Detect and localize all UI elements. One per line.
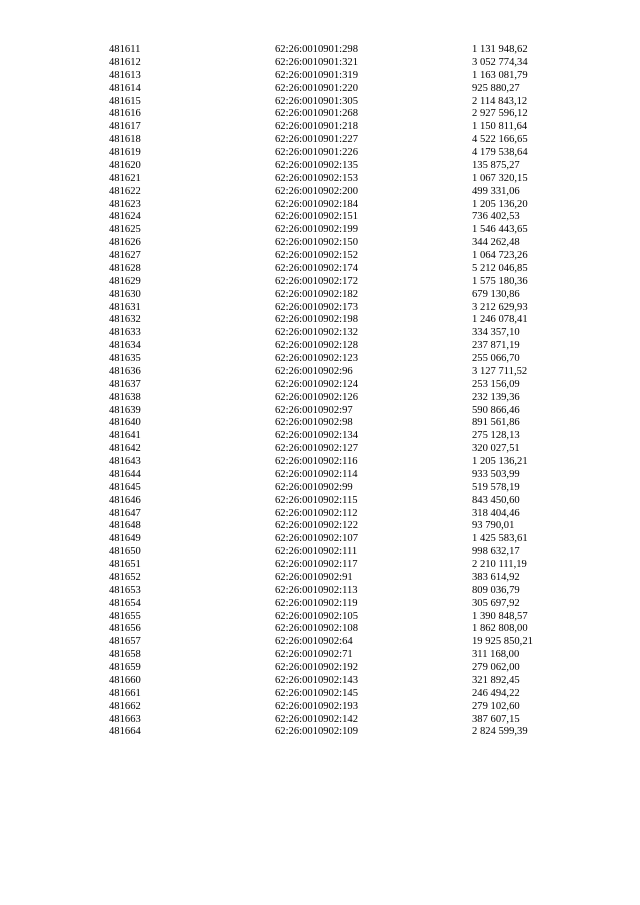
- row-number: 481636: [109, 365, 141, 377]
- row-number: 481618: [109, 134, 141, 146]
- cadastral-number: 62:26:0010902:114: [275, 468, 358, 480]
- cadastral-number: 62:26:0010902:193: [275, 700, 358, 712]
- table-row: [0, 726, 640, 739]
- table-row: [0, 237, 640, 250]
- cadastral-value: 590 866,46: [472, 404, 520, 416]
- cadastral-number: 62:26:0010902:152: [275, 250, 358, 261]
- table-row: [0, 211, 640, 224]
- cadastral-value: 318 404,46: [472, 507, 520, 519]
- cadastral-value: 279 062,00: [472, 662, 520, 673]
- cadastral-number: 62:26:0010901:321: [275, 56, 358, 68]
- cadastral-value: 1 131 948,62: [472, 44, 528, 55]
- row-number: 481639: [109, 404, 141, 416]
- row-number: 481645: [109, 481, 141, 493]
- cadastral-number: 62:26:0010902:97: [275, 404, 353, 416]
- cadastral-number: 62:26:0010902:153: [275, 172, 358, 184]
- table-row: [0, 263, 640, 276]
- cadastral-value: 344 262,48: [472, 237, 520, 249]
- row-number: 481634: [109, 340, 141, 352]
- row-number: 481627: [109, 250, 141, 261]
- cadastral-number: 62:26:0010902:151: [275, 211, 358, 223]
- table-row: [0, 186, 640, 199]
- cadastral-value: 2 927 596,12: [472, 108, 528, 120]
- row-number: 481659: [109, 662, 141, 673]
- cadastral-value: 1 390 848,57: [472, 610, 528, 622]
- table-row: [0, 559, 640, 572]
- cadastral-number: 62:26:0010901:305: [275, 95, 358, 107]
- row-number: 481611: [109, 44, 141, 55]
- cadastral-number: 62:26:0010902:134: [275, 430, 358, 442]
- table-row: [0, 546, 640, 559]
- table-row: [0, 147, 640, 160]
- table-row: [0, 366, 640, 379]
- cadastral-number: 62:26:0010902:98: [275, 417, 353, 429]
- cadastral-value: 383 614,92: [472, 571, 520, 583]
- table-row: [0, 508, 640, 521]
- cadastral-value: 321 892,45: [472, 674, 520, 686]
- table-row: [0, 302, 640, 315]
- table-row: [0, 688, 640, 701]
- cadastral-value-table: [0, 44, 640, 739]
- row-number: 481651: [109, 559, 141, 570]
- row-number: 481616: [109, 108, 141, 120]
- table-row: [0, 199, 640, 212]
- cadastral-number: 62:26:0010902:71: [275, 649, 353, 661]
- row-number: 481661: [109, 687, 141, 699]
- cadastral-value: 237 871,19: [472, 340, 520, 352]
- cadastral-value: 1 205 136,21: [472, 456, 528, 467]
- cadastral-number: 62:26:0010902:113: [275, 584, 358, 596]
- row-number: 481657: [109, 636, 141, 648]
- row-number: 481640: [109, 417, 141, 429]
- table-row: [0, 675, 640, 688]
- table-row: [0, 224, 640, 237]
- table-row: [0, 83, 640, 96]
- cadastral-number: 62:26:0010902:200: [275, 185, 358, 197]
- cadastral-value: 3 127 711,52: [472, 365, 528, 377]
- row-number: 481612: [109, 56, 141, 68]
- cadastral-number: 62:26:0010902:99: [275, 481, 353, 493]
- table-row: [0, 392, 640, 405]
- table-row: [0, 44, 640, 57]
- cadastral-value: 3 212 629,93: [472, 301, 528, 313]
- cadastral-number: 62:26:0010901:227: [275, 134, 358, 146]
- cadastral-value: 320 027,51: [472, 443, 520, 455]
- row-number: 481648: [109, 520, 141, 532]
- table-row: [0, 598, 640, 611]
- row-number: 481653: [109, 584, 141, 596]
- table-row: [0, 469, 640, 482]
- row-number: 481655: [109, 610, 141, 622]
- table-row: [0, 289, 640, 302]
- row-number: 481660: [109, 674, 141, 686]
- table-row: [0, 430, 640, 443]
- cadastral-number: 62:26:0010902:115: [275, 494, 358, 506]
- table-row: [0, 327, 640, 340]
- row-number: 481644: [109, 468, 141, 480]
- cadastral-number: 62:26:0010901:268: [275, 108, 358, 120]
- cadastral-value: 255 066,70: [472, 353, 520, 364]
- table-row: [0, 417, 640, 430]
- table-row: [0, 495, 640, 508]
- cadastral-value: 1 150 811,64: [472, 121, 528, 133]
- table-row: [0, 160, 640, 173]
- cadastral-number: 62:26:0010901:298: [275, 44, 358, 55]
- cadastral-value: 93 790,01: [472, 520, 515, 532]
- table-row: [0, 662, 640, 675]
- cadastral-value: 891 561,86: [472, 417, 520, 429]
- row-number: 481629: [109, 275, 141, 287]
- row-number: 481628: [109, 262, 141, 274]
- cadastral-value: 2 210 111,19: [472, 559, 527, 570]
- table-row: [0, 57, 640, 70]
- table-row: [0, 611, 640, 624]
- row-number: 481631: [109, 301, 141, 313]
- cadastral-number: 62:26:0010902:132: [275, 327, 358, 339]
- table-row: [0, 623, 640, 636]
- row-number: 481619: [109, 147, 141, 158]
- cadastral-number: 62:26:0010902:184: [275, 198, 358, 210]
- cadastral-value: 1 163 081,79: [472, 69, 528, 81]
- cadastral-value: 334 357,10: [472, 327, 520, 339]
- row-number: 481652: [109, 571, 141, 583]
- cadastral-number: 62:26:0010902:199: [275, 224, 358, 236]
- cadastral-value: 5 212 046,85: [472, 262, 528, 274]
- row-number: 481658: [109, 649, 141, 661]
- table-row: [0, 520, 640, 533]
- cadastral-value: 232 139,36: [472, 391, 520, 403]
- cadastral-number: 62:26:0010902:122: [275, 520, 358, 532]
- cadastral-number: 62:26:0010902:119: [275, 597, 358, 609]
- table-row: [0, 379, 640, 392]
- cadastral-number: 62:26:0010902:135: [275, 159, 358, 171]
- table-row: [0, 456, 640, 469]
- table-row: [0, 585, 640, 598]
- cadastral-number: 62:26:0010901:220: [275, 82, 358, 94]
- cadastral-value: 1 862 808,00: [472, 623, 528, 635]
- row-number: 481642: [109, 443, 141, 455]
- cadastral-value: 4 179 538,64: [472, 147, 528, 158]
- table-row: [0, 533, 640, 546]
- cadastral-number: 62:26:0010901:226: [275, 147, 358, 158]
- cadastral-value: 1 546 443,65: [472, 224, 528, 236]
- row-number: 481614: [109, 82, 141, 94]
- cadastral-number: 62:26:0010902:198: [275, 314, 358, 326]
- row-number: 481622: [109, 185, 141, 197]
- row-number: 481630: [109, 288, 141, 300]
- cadastral-value: 4 522 166,65: [472, 134, 528, 146]
- cadastral-value: 3 052 774,34: [472, 56, 528, 68]
- table-row: [0, 314, 640, 327]
- cadastral-number: 62:26:0010902:128: [275, 340, 358, 352]
- cadastral-number: 62:26:0010902:123: [275, 353, 358, 364]
- row-number: 481633: [109, 327, 141, 339]
- cadastral-value: 1 064 723,26: [472, 250, 528, 261]
- cadastral-value: 275 128,13: [472, 430, 520, 442]
- cadastral-number: 62:26:0010902:116: [275, 456, 358, 467]
- table-row: [0, 276, 640, 289]
- row-number: 481647: [109, 507, 141, 519]
- cadastral-value: 1 425 583,61: [472, 533, 528, 545]
- cadastral-number: 62:26:0010902:107: [275, 533, 358, 545]
- cadastral-value: 998 632,17: [472, 546, 520, 558]
- row-number: 481663: [109, 713, 141, 725]
- cadastral-number: 62:26:0010902:64: [275, 636, 353, 648]
- cadastral-value: 519 578,19: [472, 481, 520, 493]
- row-number: 481626: [109, 237, 141, 249]
- cadastral-number: 62:26:0010902:117: [275, 559, 358, 570]
- row-number: 481654: [109, 597, 141, 609]
- cadastral-number: 62:26:0010902:124: [275, 378, 358, 390]
- row-number: 481643: [109, 456, 141, 467]
- table-row: [0, 250, 640, 263]
- cadastral-value: 135 875,27: [472, 159, 520, 171]
- cadastral-value: 499 331,06: [472, 185, 520, 197]
- table-row: [0, 121, 640, 134]
- cadastral-number: 62:26:0010902:91: [275, 571, 353, 583]
- row-number: 481656: [109, 623, 141, 635]
- cadastral-value: 305 697,92: [472, 597, 520, 609]
- cadastral-value: 246 494,22: [472, 687, 520, 699]
- table-row: [0, 70, 640, 83]
- cadastral-number: 62:26:0010902:108: [275, 623, 358, 635]
- cadastral-number: 62:26:0010902:145: [275, 687, 358, 699]
- cadastral-value: 1 205 136,20: [472, 198, 528, 210]
- cadastral-value: 2 824 599,39: [472, 726, 528, 738]
- cadastral-value: 311 168,00: [472, 649, 520, 661]
- cadastral-number: 62:26:0010902:174: [275, 262, 358, 274]
- row-number: 481623: [109, 198, 141, 210]
- row-number: 481624: [109, 211, 141, 223]
- table-row: [0, 405, 640, 418]
- row-number: 481615: [109, 95, 141, 107]
- row-number: 481613: [109, 69, 141, 81]
- table-row: [0, 482, 640, 495]
- row-number: 481625: [109, 224, 141, 236]
- cadastral-value: 1 575 180,36: [472, 275, 528, 287]
- cadastral-value: 387 607,15: [472, 713, 520, 725]
- cadastral-value: 1 067 320,15: [472, 172, 528, 184]
- table-row: [0, 636, 640, 649]
- row-number: 481617: [109, 121, 141, 133]
- row-number: 481664: [109, 726, 141, 738]
- cadastral-value: 279 102,60: [472, 700, 520, 712]
- row-number: 481641: [109, 430, 141, 442]
- row-number: 481620: [109, 159, 141, 171]
- row-number: 481662: [109, 700, 141, 712]
- row-number: 481621: [109, 172, 141, 184]
- cadastral-value: 933 503,99: [472, 468, 520, 480]
- cadastral-number: 62:26:0010902:111: [275, 546, 358, 558]
- cadastral-number: 62:26:0010902:173: [275, 301, 358, 313]
- table-row: [0, 443, 640, 456]
- row-number: 481632: [109, 314, 141, 326]
- cadastral-number: 62:26:0010902:109: [275, 726, 358, 738]
- cadastral-value: 2 114 843,12: [472, 95, 528, 107]
- cadastral-value: 679 130,86: [472, 288, 520, 300]
- cadastral-number: 62:26:0010902:105: [275, 610, 358, 622]
- table-row: [0, 134, 640, 147]
- table-row: [0, 108, 640, 121]
- cadastral-number: 62:26:0010902:172: [275, 275, 358, 287]
- cadastral-value: 1 246 078,41: [472, 314, 528, 326]
- row-number: 481635: [109, 353, 141, 364]
- row-number: 481649: [109, 533, 141, 545]
- cadastral-value: 843 450,60: [472, 494, 520, 506]
- cadastral-number: 62:26:0010902:96: [275, 365, 353, 377]
- cadastral-number: 62:26:0010902:126: [275, 391, 358, 403]
- cadastral-value: 19 925 850,21: [472, 636, 533, 648]
- cadastral-number: 62:26:0010902:150: [275, 237, 358, 249]
- cadastral-number: 62:26:0010902:182: [275, 288, 358, 300]
- row-number: 481637: [109, 378, 141, 390]
- cadastral-value: 253 156,09: [472, 378, 520, 390]
- table-row: [0, 714, 640, 727]
- table-row: [0, 649, 640, 662]
- table-row: [0, 353, 640, 366]
- cadastral-value: 809 036,79: [472, 584, 520, 596]
- cadastral-number: 62:26:0010902:142: [275, 713, 358, 725]
- cadastral-number: 62:26:0010901:319: [275, 69, 358, 81]
- cadastral-number: 62:26:0010902:112: [275, 507, 358, 519]
- table-row: [0, 701, 640, 714]
- cadastral-value: 925 880,27: [472, 82, 520, 94]
- cadastral-value: 736 402,53: [472, 211, 520, 223]
- row-number: 481646: [109, 494, 141, 506]
- table-row: [0, 340, 640, 353]
- cadastral-number: 62:26:0010901:218: [275, 121, 358, 133]
- table-row: [0, 96, 640, 109]
- cadastral-number: 62:26:0010902:192: [275, 662, 358, 673]
- cadastral-number: 62:26:0010902:127: [275, 443, 358, 455]
- row-number: 481638: [109, 391, 141, 403]
- table-row: [0, 173, 640, 186]
- row-number: 481650: [109, 546, 141, 558]
- table-row: [0, 572, 640, 585]
- cadastral-number: 62:26:0010902:143: [275, 674, 358, 686]
